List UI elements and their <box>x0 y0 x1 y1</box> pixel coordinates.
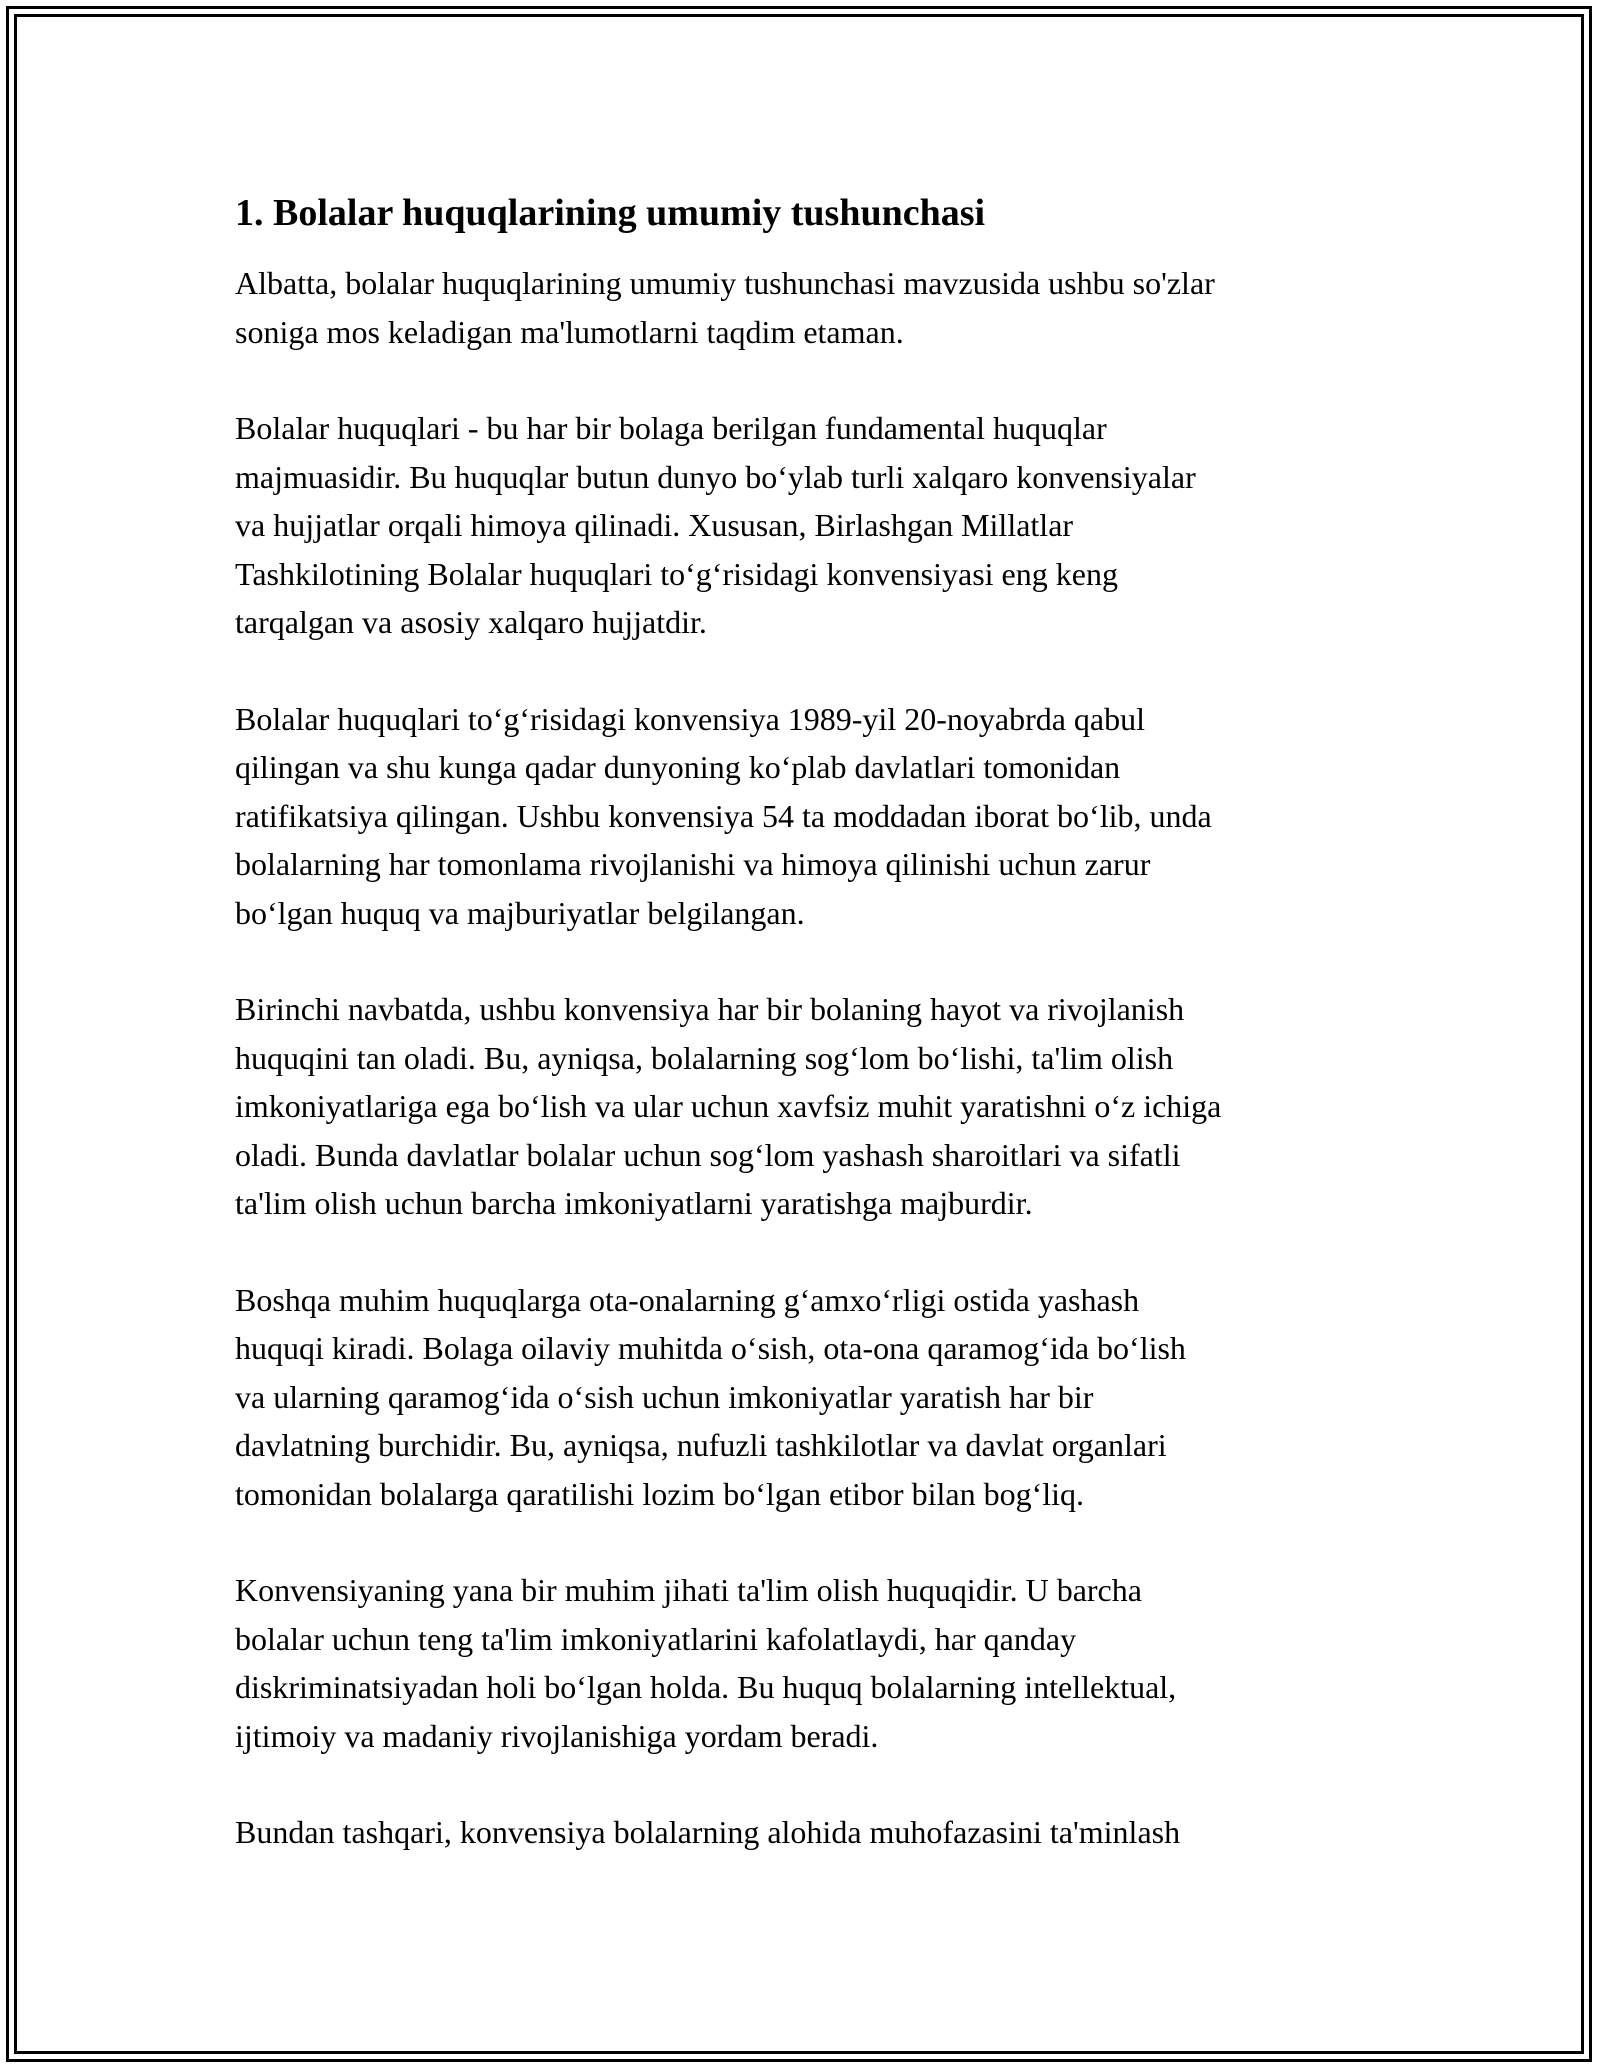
paragraph: Boshqa muhim huquqlarga ota-onalarning gʻamxoʻrligi ostida yashash huquqi kiradi. Bolaga oilaviy muhitda oʻsish, ota-ona qaramogʻida boʻlish va ularning qaramogʻida oʻsish uchun imkoniyatlar yaratish har bir davlatning burchidir. Bu, ayniqsa, nufuzli tashkilotlar va davlat organlari tomonidan bolalarga qaratilishi lozim boʻlgan etibor bilan bogʻliq. <box>235 1281 1186 1512</box>
paragraph: Bolalar huquqlari toʻgʻrisidagi konvensiya 1989-yil 20-noyabrda qabul qilingan va shu kunga qadar dunyoning koʻplab davlatlari tomonidan ratifikatsiya qilingan. Ushbu konvensiya 54 ta moddadan iborat boʻlib, unda bolalarning har tomonlama rivojlanishi va himoya qilinishi uchun zarur boʻlgan huquq va majburiyatlar belgilangan. <box>235 700 1212 931</box>
paragraph: Albatta, bolalar huquqlarining umumiy tushunchasi mavzusida ushbu so'zlar soniga mos keladigan ma'lumotlarni taqdim etaman. <box>235 265 1215 350</box>
paragraph: Bundan tashqari, konvensiya bolalarning alohida muhofazasini ta'minlash <box>235 1814 1181 1850</box>
page-title: 1. Bolalar huquqlarining umumiy tushunchasi <box>235 192 986 234</box>
paragraph: Bolalar huquqlari - bu har bir bolaga berilgan fundamental huquqlar majmuasidir. Bu huquqlar butun dunyo boʻylab turli xalqaro konvensiyalar va hujjatlar orqali himoya qilinadi. Xususan, Birlashgan Millatlar Tashkilotining Bolalar huquqlari toʻgʻrisidagi konvensiyasi eng keng tarqalgan va asosiy xalqaro hujjatdir. <box>235 410 1196 640</box>
paragraph: Birinchi navbatda, ushbu konvensiya har bir bolaning hayot va rivojlanish huquqini tan oladi. Bu, ayniqsa, bolalarning sogʻlom boʻlishi, ta'lim olish imkoniyatlariga ega boʻlish va ular uchun xavfsiz muhit yaratishni oʻz ichiga oladi. Bunda davlatlar bolalar uchun sogʻlom yashash sharoitlari va sifatli ta'lim olish uchun barcha imkoniyatlarni yaratishga majburdir. <box>235 991 1222 1221</box>
document-body <box>235 185 1375 1905</box>
paragraph: Konvensiyaning yana bir muhim jihati ta'lim olish huquqidir. U barcha bolalar uchun teng ta'lim imkoniyatlarini kafolatlaydi, har qanday diskriminatsiyadan holi boʻlgan holda. Bu huquq bolalarning intellektual, ijtimoiy va madaniy rivojlanishiga yordam beradi. <box>235 1572 1177 1754</box>
